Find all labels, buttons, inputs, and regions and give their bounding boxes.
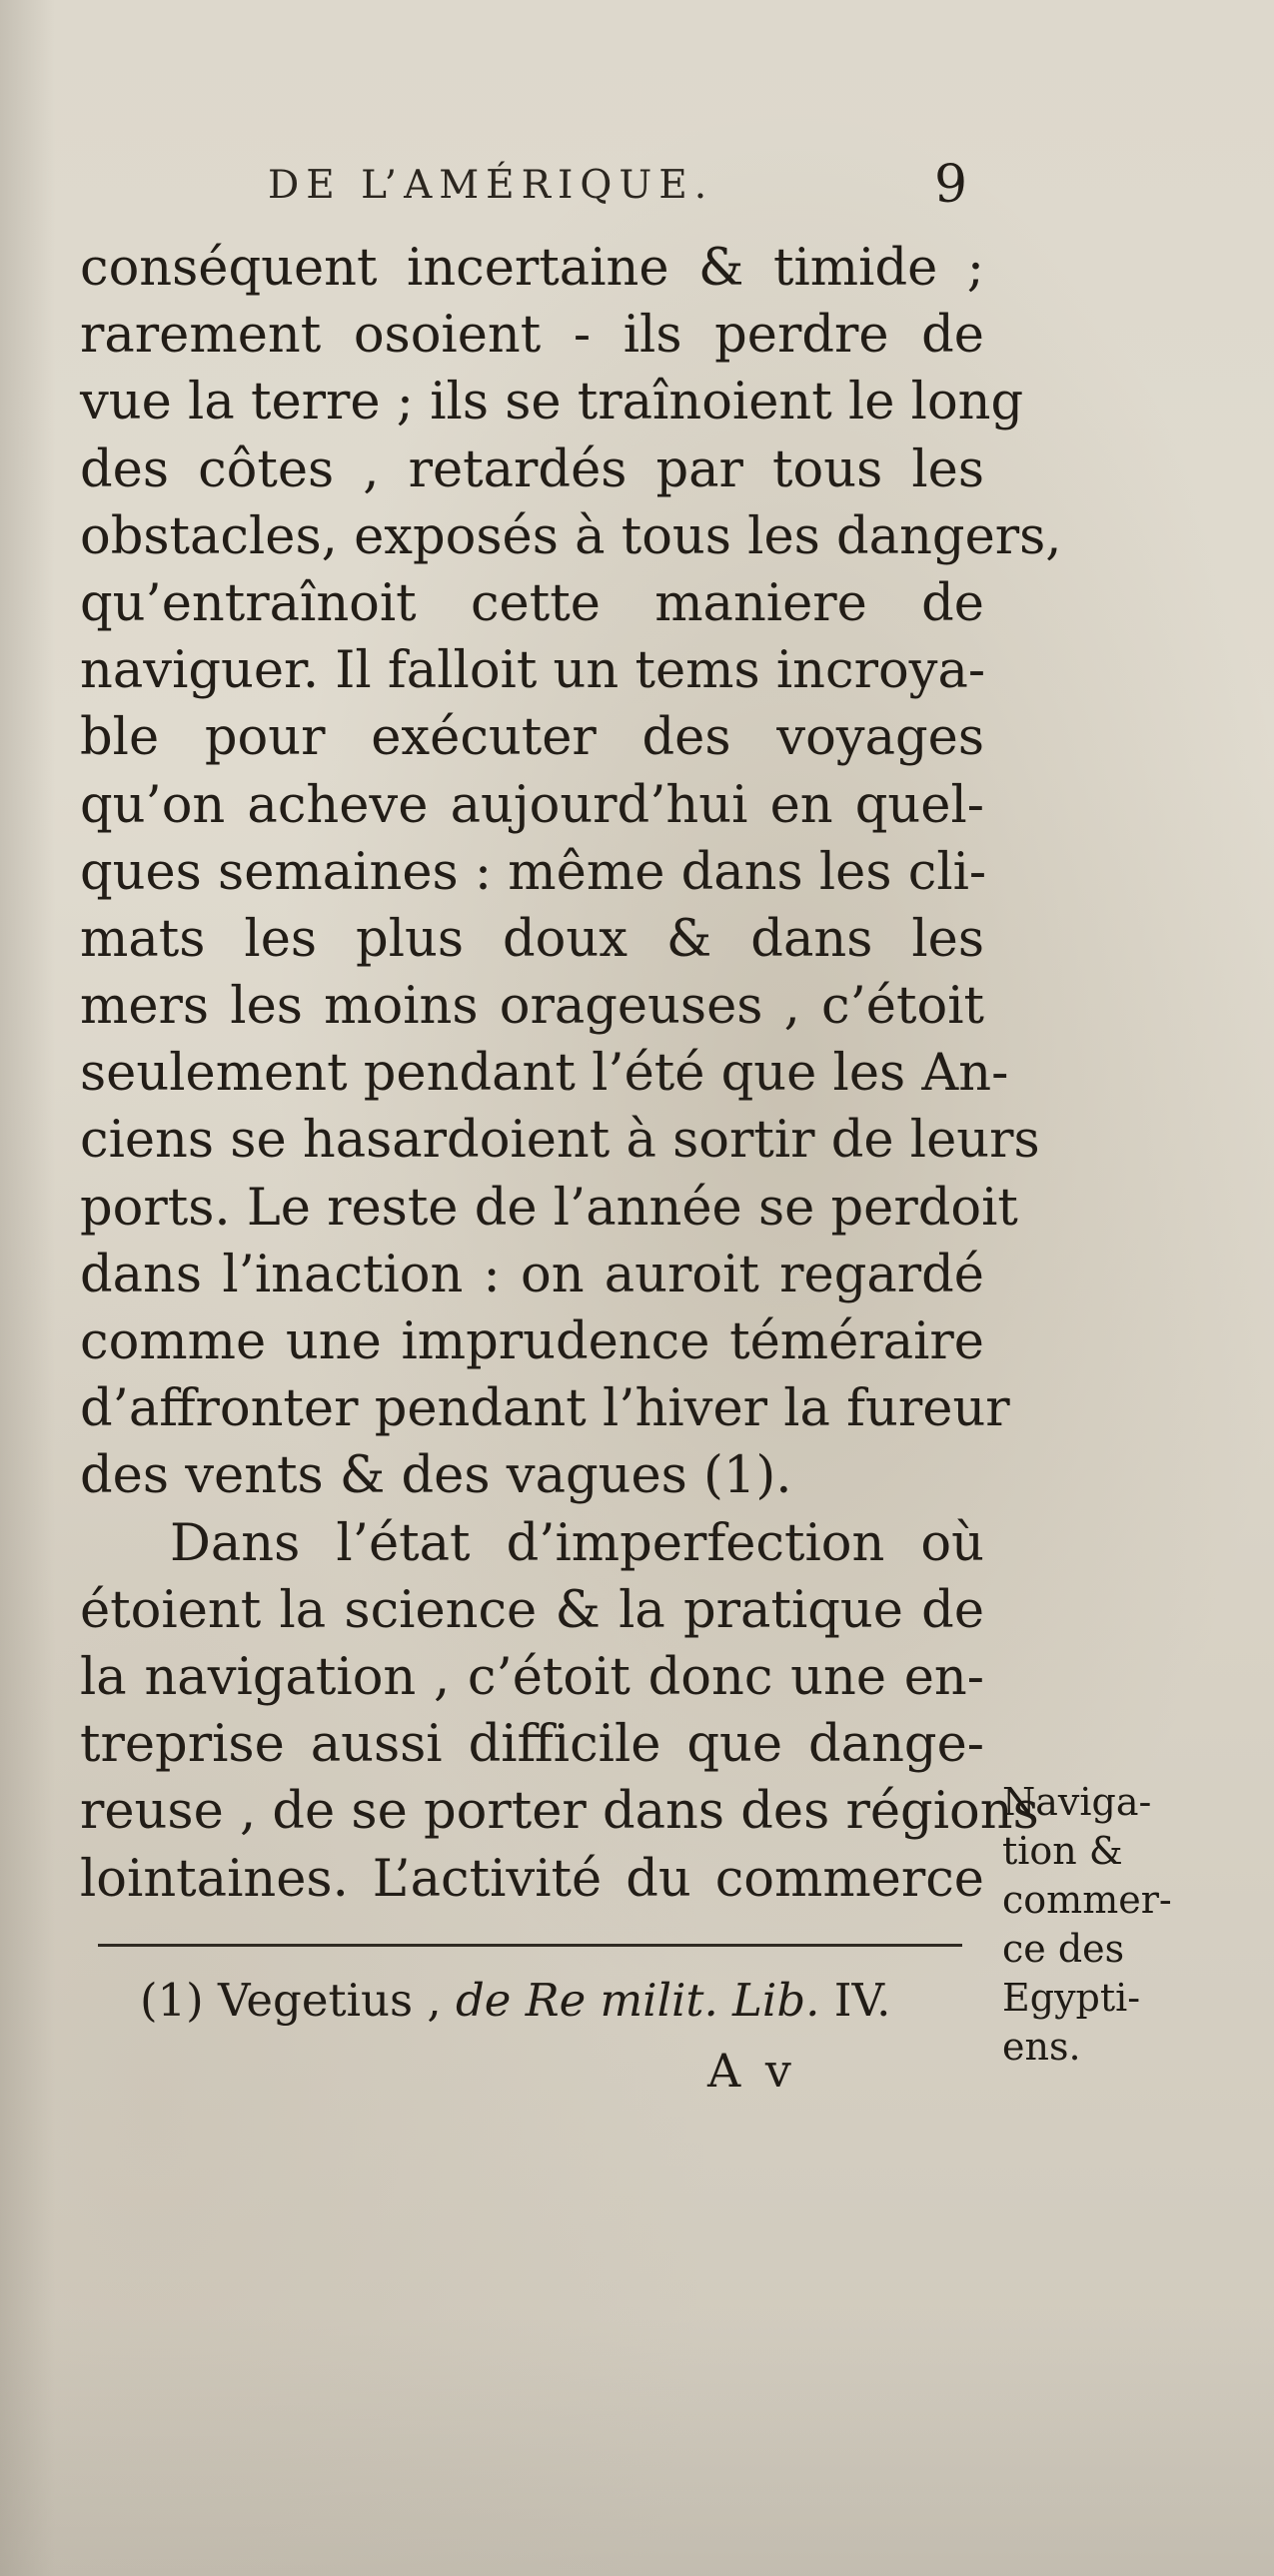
- text-line: mats les plus doux & dans les: [80, 909, 984, 969]
- text-line: qu’on acheve aujourd’hui en quel-: [80, 775, 984, 835]
- text-line: comme une imprudence téméraire: [80, 1312, 984, 1371]
- footnote-marker: (1) Vegetius ,: [140, 1974, 442, 2027]
- footnote-rule: [98, 1944, 962, 1947]
- marginal-note-line: Naviga-: [1002, 1780, 1152, 1824]
- text-line: ques semaines : même dans les cli-: [80, 842, 987, 902]
- text-line: rarement osoient - ils perdre de: [80, 306, 984, 366]
- bottom-page-shadow: [0, 2317, 1274, 2576]
- marginal-note-line: Egypti-: [1002, 1976, 1141, 2020]
- text-line: lointaines. L’activité du commerce: [80, 1849, 984, 1909]
- marginal-note-line: commer-: [1002, 1878, 1172, 1922]
- footnote: [140, 1973, 959, 2029]
- marginal-note-line: ens.: [1002, 2025, 1081, 2069]
- marginal-note-line: ce des: [1002, 1927, 1125, 1971]
- text-line: obstacles, exposés à tous les dangers,: [80, 506, 1062, 566]
- marginal-note: [1002, 1778, 1212, 2072]
- text-line: ble pour exécuter des voyages: [80, 708, 984, 768]
- text-line: dans l’inaction : on auroit regardé: [80, 1245, 984, 1304]
- paragraph-start-line: Dans l’état d’imperfection où: [170, 1513, 984, 1573]
- text-line: étoient la science & la pratique de: [80, 1580, 984, 1640]
- text-line: des côtes , retardés par tous les: [80, 439, 984, 499]
- left-page-shadow: [0, 0, 55, 2576]
- text-line: mers les moins orageuses , c’étoit: [80, 977, 984, 1037]
- footnote-volume: IV.: [833, 1974, 891, 2027]
- main-text-block: [80, 235, 1062, 1913]
- text-line: vue la terre ; ils se traînoient le long: [80, 373, 1024, 432]
- text-line: naviguer. Il falloit un tems incroya-: [80, 641, 986, 701]
- page-number: 9: [934, 155, 968, 215]
- paragraph-end-line: des vents & des vagues (1).: [80, 1446, 792, 1506]
- text-line: qu’entraînoit cette maniere de: [80, 573, 984, 633]
- text-line: ports. Le reste de l’année se perdoit: [80, 1178, 1018, 1238]
- marginal-note-line: tion &: [1002, 1829, 1123, 1873]
- text-line: treprise aussi difficile que dange-: [80, 1715, 984, 1775]
- signature-mark: A v: [707, 2044, 796, 2098]
- running-head: DE L’AMÉRIQUE.: [268, 163, 714, 208]
- text-line: la navigation , c’étoit donc une en-: [80, 1647, 984, 1707]
- text-line: conséquent incertaine & timide ;: [80, 239, 984, 298]
- text-line: ciens se hasardoient à sortir de leurs: [80, 1111, 1040, 1171]
- text-line: reuse , de se porter dans des régions: [80, 1782, 1039, 1842]
- footnote-title: de Re milit. Lib.: [455, 1974, 820, 2027]
- text-line: d’affronter pendant l’hiver la fureur: [80, 1379, 1010, 1439]
- text-line: seulement pendant l’été que les An-: [80, 1044, 1009, 1104]
